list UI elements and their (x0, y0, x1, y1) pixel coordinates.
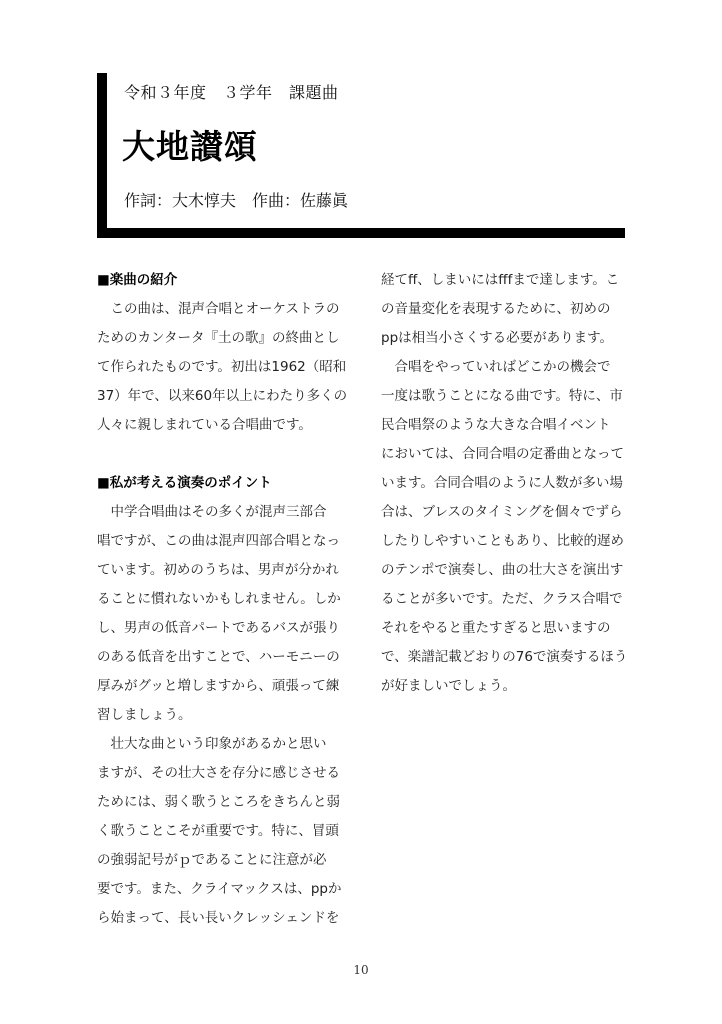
text-line: 唱ですが、この曲は混声四部合唱となっ (97, 533, 340, 549)
text-line: ますが、その壮大さを存分に感じさせる (97, 765, 340, 781)
page-number: 10 (353, 963, 369, 977)
text-line: く歌うことこそが重要です。特に、冒頭 (97, 823, 339, 839)
text-line: 37）年で、以来60年以上にわたり多くの (97, 388, 348, 404)
text-line: ppは相当小さくする必要があります。 (381, 330, 614, 346)
header-subtitle: 令和３年度 ３学年 課題曲 (124, 83, 339, 102)
text-line: この曲は、混声合唱とオーケストラの (97, 301, 340, 317)
text-line: て作られたものです。初出は1962（昭和 (97, 359, 347, 375)
text-line: ることに慣れないかもしれません。しか (97, 591, 341, 607)
right-column (381, 266, 631, 701)
text-line: 人々に親しまれている合唱曲です。 (97, 417, 312, 433)
text-line: の音量変化を表現するために、初めの (381, 301, 611, 317)
text-line: 要です。また、クライマックスは、ppか (97, 881, 342, 897)
header-credits: 作詞：大木惇夫 作曲：佐藤眞 (124, 191, 349, 210)
text-line: ら始まって、長い長いクレッシェンドを (97, 910, 340, 926)
text-line: 一度は歌うことになる曲です。特に、市 (381, 388, 623, 404)
text-line: ためのカンタータ『土の歌』の終曲とし (97, 330, 340, 346)
section-heading-intro: ■楽曲の紹介 (97, 272, 178, 288)
text-line: ためには、弱く歌うところをきちんと弱 (97, 794, 340, 810)
section-heading-points: ■私が考える演奏のポイント (97, 475, 272, 491)
text-line: 厚みがグッと増しますから、頑張って練 (97, 678, 340, 694)
text-line: が好ましいでしょう。 (381, 678, 516, 694)
text-line: のテンポで演奏し、曲の壮大さを演出す (381, 562, 624, 578)
text-line: います。合同合唱のように人数が多い場 (381, 475, 623, 491)
text-line: ることが多いです。ただ、クラス合唱で (381, 591, 623, 607)
text-line: 習しましょう。 (97, 707, 192, 723)
text-line: 民合唱祭のような大きな合唱イベント (381, 417, 611, 433)
page-title: 大地讃頌 (122, 127, 258, 166)
text-line: 経てff、しまいにはfffまで達します。こ (381, 272, 620, 288)
text-line: で、楽譜記載どおりの76で演奏するほう (381, 649, 628, 665)
text-line: したりしやすいこともあり、比較的遅め (381, 533, 624, 549)
text-line: 合は、ブレスのタイミングを個々でずら (381, 504, 623, 520)
text-line: ています。初めのうちは、男声が分かれ (97, 562, 339, 578)
text-line: それをやると重たすぎると思いますの (381, 620, 611, 636)
text-line: し、男声の低音パートであるバスが張り (97, 620, 340, 636)
section-spacer (97, 440, 347, 469)
text-line: 中学合唱曲はその多くが混声三部合 (97, 504, 327, 520)
text-line: の強弱記号がｐであることに注意が必 (97, 852, 327, 868)
text-line: においては、合同合唱の定番曲となって (381, 446, 624, 462)
text-line: のある低音を出すことで、ハーモニーの (97, 649, 340, 665)
left-column (97, 266, 347, 933)
text-line: 合唱をやっていればどこかの機会で (381, 359, 611, 375)
text-line: 壮大な曲という印象があるかと思い (97, 736, 327, 752)
